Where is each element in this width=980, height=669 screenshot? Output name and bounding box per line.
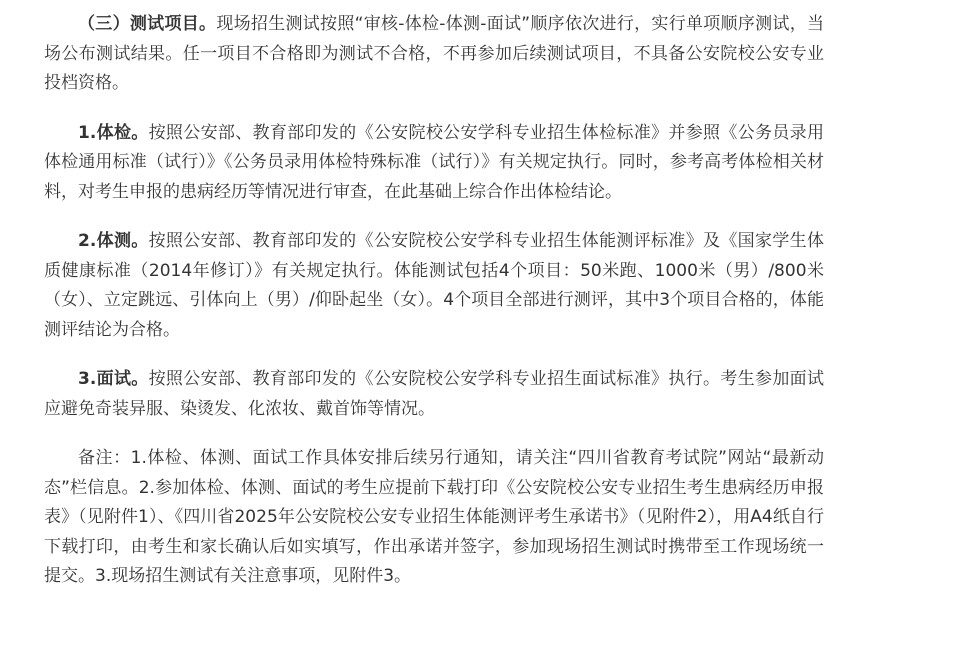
fitness-test-body: 按照公安部、教育部印发的《公安院校公安学科专业招生体能测评标准》及《国家学生体质健康标准（2014年修订）》有关规定执行。体能测试包括4个项目：50米跑、1000米（男）/800米（女）、立定跳远、引体向上（男）/仰卧起坐（女）。4个项目全部进行测评，其中3个项目合格的，体能测评结论为合格。 [44,231,824,340]
fitness-test-heading: 2.体测。 [78,231,149,251]
remarks-body: 备注：1.体检、体测、面试工作具体安排后续另行通知，请关注“四川省教育考试院”网站“最新动态”栏信息。2.参加体检、体测、面试的考生应提前下载打印《公安院校公安专业招生考生患病经历申报表》（见附件1）、《四川省2025年公安院校公安专业招生体能测评考生承诺书》（见附件2），用A4纸自行下载打印，由考生和家长确认后如实填写，作出承诺并签字，参加现场招生测试时携带至工作现场统一提交。3.现场招生测试有关注意事项，见附件3。 [44,448,824,586]
item-physical-exam [44,119,824,208]
interview-heading: 3.面试。 [78,369,149,389]
physical-exam-heading: 1.体检。 [78,122,149,143]
remarks [44,444,824,592]
article-content [44,10,824,592]
section-body: 现场招生测试按照“审核-体检-体测-面试”顺序依次进行，实行单项顺序测试，当场公布测试结果。任一项目不合格即为测试不合格，不再参加后续测试项目，不具备公安院校公安专业投档资格。 [44,14,825,93]
item-fitness-test [44,227,824,345]
interview-body: 按照公安部、教育部印发的《公安院校公安学科专业招生面试标准》执行。考生参加面试应避免奇装异服、染烫发、化浓妆、戴首饰等情况。 [44,369,824,419]
section-test-items [44,10,824,99]
physical-exam-body: 按照公安部、教育部印发的《公安院校公安学科专业招生体检标准》并参照《公务员录用体检通用标准（试行）》《公务员录用体检特殊标准（试行）》有关规定执行。同时，参考高考体检相关材料，对考生申报的患病经历等情况进行审查，在此基础上综合作出体检结论。 [44,122,824,202]
item-interview [44,365,824,424]
section-heading: （三）测试项目。 [78,14,217,34]
